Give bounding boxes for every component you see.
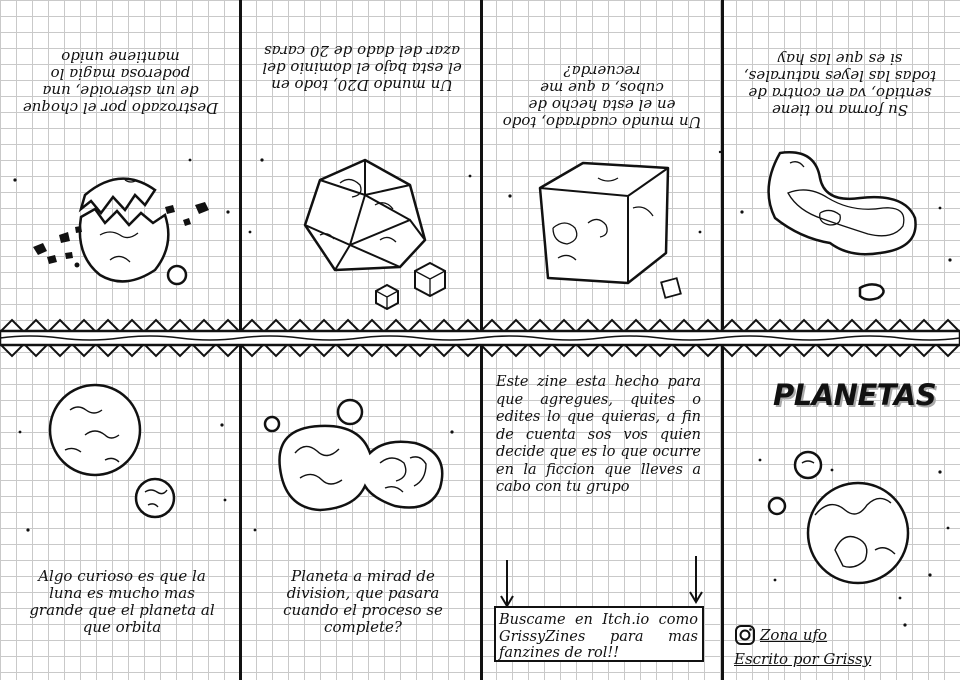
cover-author: Escrito por Grissy — [734, 650, 872, 668]
p4-top-text: Su forma no tiene sentido, va en contra de todas las leyes naturales, si es que las hay — [743, 50, 937, 119]
p3-intro-text: Este zine esta hecho para que agregues, quites o edites lo que quieras, a fin de cuenta sos vos quien decide que es lo que ocurre en la ficcion que lleves a cabo con tu grupo — [496, 374, 701, 495]
cover-social-handle[interactable]: Zona ufo — [760, 626, 828, 644]
cover-title: PLANETAS — [773, 378, 937, 412]
itch-box-text: Buscame en Itch.io como GrissyZines para mas fanzines de rol!! — [499, 612, 698, 661]
p1-top-text: Destrozado por el choque de un asteroide, una poderosa magia lo mantiene unido — [22, 48, 219, 117]
p2-top-text: Un mundo D20, todo en el esta bajo el dominio del azar del dado de 20 caras — [262, 42, 462, 94]
p1-bottom-text: Algo curioso es que la luna es mucho mas grande que el planeta al que orbita — [29, 567, 215, 636]
p2-bottom-text: Planeta a mirad de division, que pasara cuando el proceso se complete? — [283, 567, 443, 636]
p3-top-text: Un mundo cuadrado, todo en el esta hecho de cubos, a que me recuerda? — [502, 62, 702, 131]
